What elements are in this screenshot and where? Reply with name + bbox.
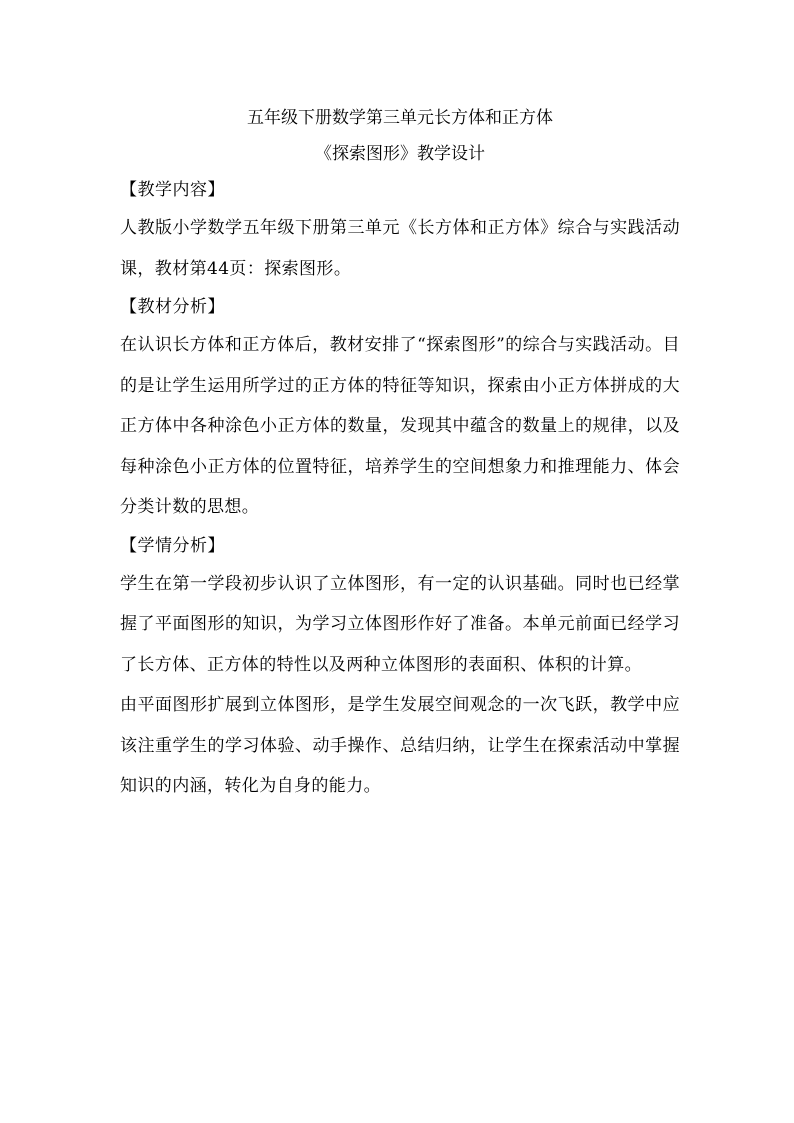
section-heading-teaching-content: 【教学内容】 (120, 180, 225, 200)
document-body (120, 100, 680, 807)
document-title-line-1: 五年级下册数学第三单元长方体和正方体 (247, 108, 553, 128)
section-paragraph-textbook-analysis: 在认识长方体和正方体后，教材安排了“探索图形”的综合与实践活动。目的是让学生运用所学过的正方体的特征等知识，探索由小正方体拼成的大正方体中各种涂色小正方体的数量，发现其中蕴含的数量上的规律，以及每种涂色小正方体的位置特征，培养学生的空间想象力和推理能力、体会分类计数的思想。 (120, 335, 680, 517)
section-paragraph-teaching-content: 人教版小学数学五年级下册第三单元《长方体和正方体》综合与实践活动课，教材第44页：探索图形。 (120, 218, 680, 279)
section-paragraph-student-analysis-1: 学生在第一学段初步认识了立体图形，有一定的认识基础。同时也已经掌握了平面图形的知识，为学习立体图形作好了准备。本单元前面已经学习了长方体、正方体的特性以及两种立体图形的表面积、体积的计算。 (120, 573, 680, 675)
section-heading-student-analysis: 【学情分析】 (120, 535, 225, 556)
section-paragraph-student-analysis-2: 由平面图形扩展到立体图形，是学生发展空间观念的一次飞跃，教学中应该注重学生的学习体验、动手操作、总结归纳，让学生在探索活动中掌握知识的内涵，转化为自身的能力。 (120, 695, 680, 796)
document-title-line-2: 《探索图形》教学设计 (315, 144, 485, 164)
section-heading-textbook-analysis: 【教材分析】 (120, 297, 225, 317)
